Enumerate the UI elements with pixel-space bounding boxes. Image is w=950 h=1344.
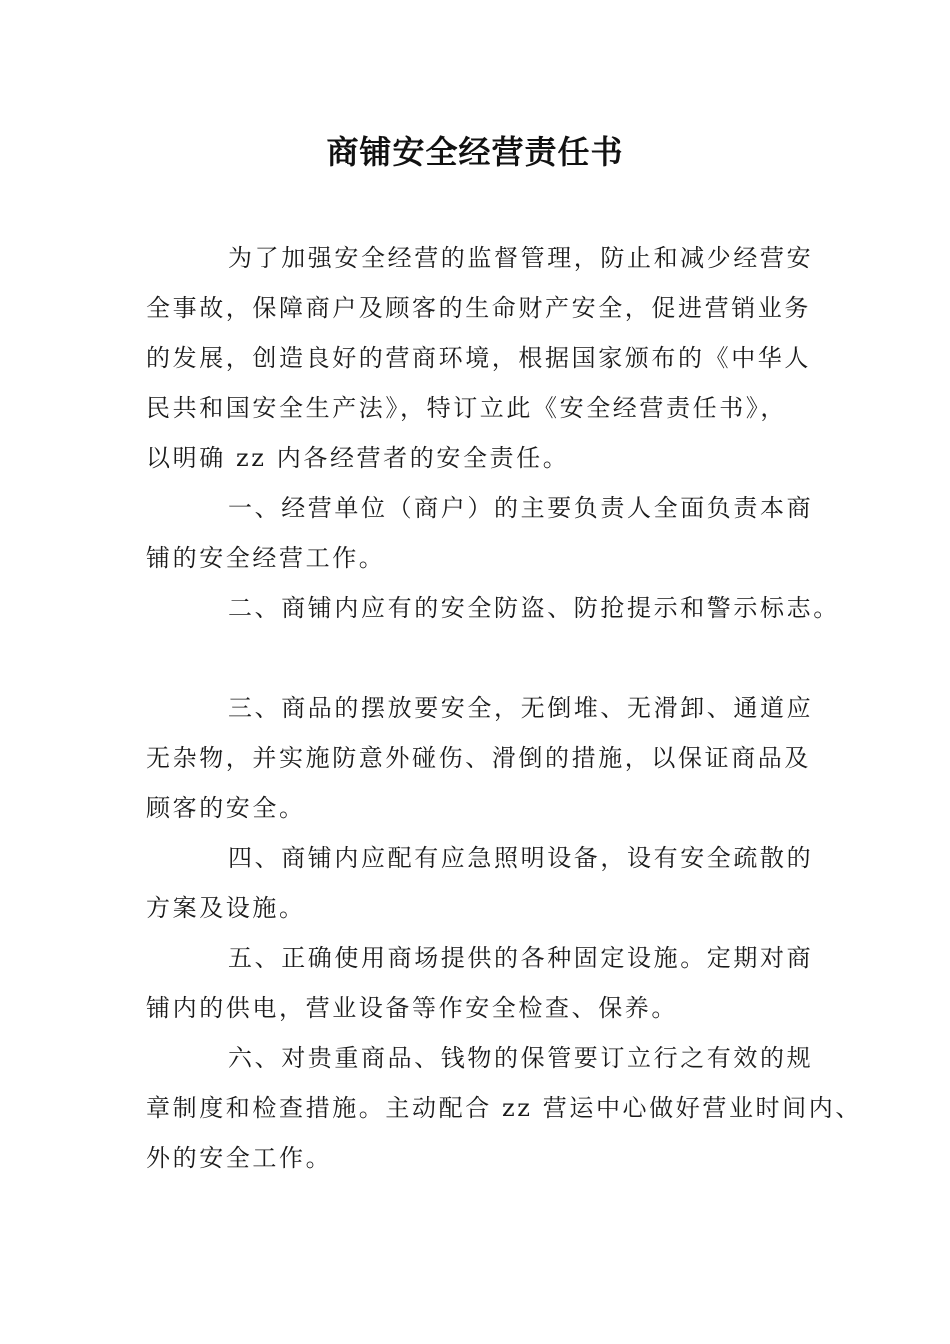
paragraph-intro-line-4: 民共和国安全生产法》，特订立此《安全经营责任书》， [146,394,787,422]
document-title: 商铺安全经营责任书 [326,133,624,171]
clause-1-line-2: 铺的安全经营工作。 [146,544,386,572]
clause-6-line-2: 章制度和检查措施。主动配合 zz 营运中心做好营业时间内、 [146,1094,862,1122]
document-body [146,233,862,1183]
clause-4-line-1: 四、商铺内应配有应急照明设备，设有安全疏散的 [228,844,814,872]
clause-5-line-2: 铺内的供电，营业设备等作安全检查、保养。 [146,994,678,1022]
clause-4-line-2: 方案及设施。 [146,894,306,922]
clause-3-line-1: 三、商品的摆放要安全，无倒堆、无滑卸、通道应 [228,694,814,722]
clause-6-line-3: 外的安全工作。 [146,1144,333,1172]
clause-3-line-2: 无杂物，并实施防意外碰伤、滑倒的措施，以保证商品及 [146,744,811,772]
clause-6-line-1: 六、对贵重商品、钱物的保管要订立行之有效的规 [228,1044,814,1072]
clause-2-line-1: 二、商铺内应有的安全防盗、防抢提示和警示标志。 [228,594,840,622]
clause-5-line-1: 五、正确使用商场提供的各种固定设施。定期对商 [228,944,814,972]
paragraph-intro-line-2: 全事故，保障商户及顾客的生命财产安全，促进营销业务 [146,294,811,322]
blank-line [146,633,836,683]
clause-1-line-1: 一、经营单位（商户）的主要负责人全面负责本商 [228,494,814,522]
clause-3-line-3: 顾客的安全。 [146,794,306,822]
paragraph-intro-line-3: 的发展，创造良好的营商环境，根据国家颁布的《中华人 [146,344,811,372]
paragraph-intro-line-5: 以明确 zz 内各经营者的安全责任。 [146,444,570,472]
paragraph-intro-line-1: 为了加强安全经营的监督管理，防止和减少经营安 [228,244,814,272]
